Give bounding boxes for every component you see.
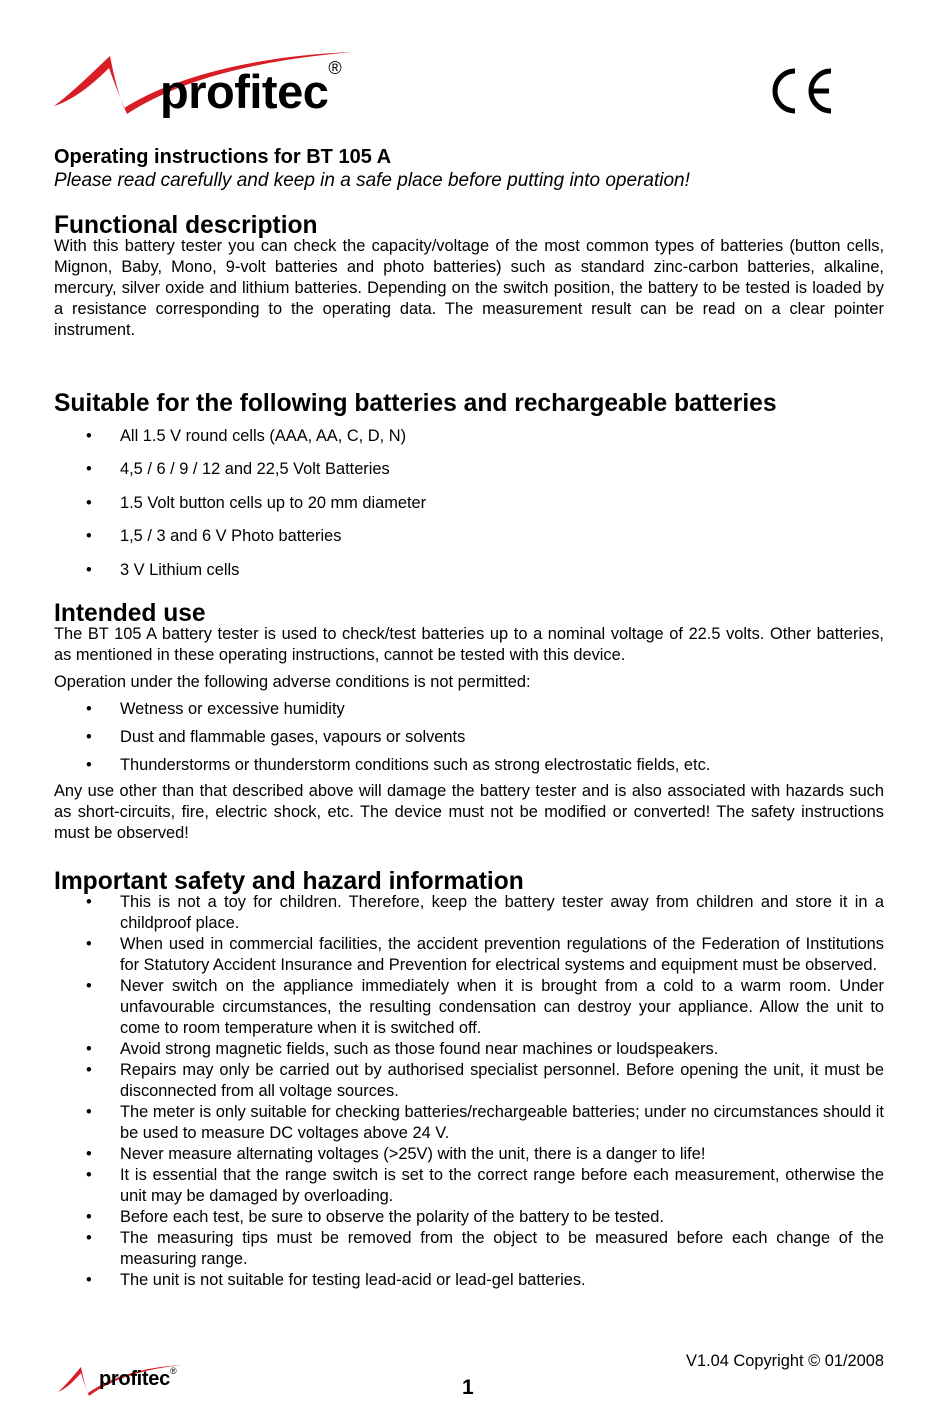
list-item: • This is not a toy for children. Therefore, keep the battery tester away from children and store it in a childproof place. [86,892,884,932]
list-item: • 4,5 / 6 / 9 / 12 and 22,5 Volt Batteries [86,460,390,479]
list-item: • All 1.5 V round cells (AAA, AA, C, D, N) [86,427,407,445]
bullet-icon: • [86,934,92,953]
bullet-icon: • [86,427,92,445]
functional-description-text: With this battery tester you can check the capacity/voltage of the most common types of batteries (button cells, Mignon, Baby, Mono, 9-volt batteries and photo batteries) such as standard zinc-carbon batteries, alkaline, mercury, silver oxide and lithium batteries. Depending on the switch position, the battery to be tested is loaded by a resistance corresponding to the operating data. The measurement result can be read on a clear pointer instrument. [54,237,884,339]
bullet-icon: • [86,1060,92,1079]
list-item: • 1.5 Volt button cells up to 20 mm diameter [86,493,427,512]
bullet-icon: • [86,892,92,911]
intended-use-text: The BT 105 A battery tester is used to check/test batteries up to a nominal voltage of 22.5 volts. Other batteries, as mentioned in these operating instructions, cannot be tested with this device. [54,624,884,664]
page-title: Operating instructions for BT 105 A [54,146,392,168]
section-heading-safety: Important safety and hazard information [54,867,524,895]
bullet-icon: • [86,1039,92,1058]
list-item: • 3 V Lithium cells [86,560,240,579]
footer-logo-wordmark: profitec® [99,1366,177,1390]
bullet-icon: • [86,527,92,546]
list-item: • 1,5 / 3 and 6 V Photo batteries [86,527,342,546]
section-heading-suitable: Suitable for the following batteries and rechargeable batteries [54,390,777,417]
suitable-batteries-list [54,426,884,581]
bullet-icon: • [86,699,92,718]
logo-wordmark: profitec® [160,58,342,118]
bullet-icon: • [86,560,92,579]
list-item: • It is essential that the range switch is set to the correct range before each measurement, otherwise the unit may be damaged by overloading. [86,1165,884,1205]
bullet-icon: • [86,1228,92,1247]
section-heading-intended: Intended use [54,599,206,627]
list-item: • When used in commercial facilities, the accident prevention regulations of the Federation of Institutions for Statutory Accident Insurance and Prevention for electrical systems and equipment must be observed. [86,934,884,974]
section-heading-functional: Functional description [54,212,318,239]
page-number: 1 [462,1376,474,1399]
list-item: • Before each test, be sure to observe the polarity of the battery to be tested. [86,1207,664,1226]
list-item: • The meter is only suitable for checking batteries/rechargeable batteries; under no circumstances should it be used to measure DC voltages above 24 V. [86,1102,884,1142]
bullet-icon: • [86,1102,92,1121]
bullet-icon: • [86,727,92,746]
list-item: • Wetness or excessive humidity [86,699,345,718]
bullet-icon: • [86,1144,92,1163]
footer-brand-logo [57,1362,197,1398]
ce-mark-icon [765,65,837,122]
list-item: • Dust and flammable gases, vapours or solvents [86,727,466,746]
document-body [54,145,884,1291]
page-subtitle: Please read carefully and keep in a safe place before putting into operation! [54,170,690,191]
list-item: • Repairs may only be carried out by authorised specialist personnel. Before opening the unit, it must be disconnected from all voltage sources. [86,1060,884,1100]
bullet-icon: • [86,976,92,995]
list-item: • Avoid strong magnetic fields, such as those found near machines or loudspeakers. [86,1039,719,1058]
bullet-icon: • [86,1270,92,1289]
list-item: • Never switch on the appliance immediately when it is brought from a cold to a warm room. Under unfavourable circumstances, the resulting condensation can destroy your appliance. Allow the unit to come to room temperature when it is switched off. [86,976,884,1037]
bullet-icon: • [86,493,92,512]
list-item: • Never measure alternating voltages (>25V) with the unit, there is a danger to life! [86,1144,706,1163]
list-item: • The unit is not suitable for testing lead-acid or lead-gel batteries. [86,1270,586,1289]
bullet-icon: • [86,1165,92,1184]
bullet-icon: • [86,1207,92,1226]
list-item: • The measuring tips must be removed from the object to be measured before each change of the measuring range. [86,1228,884,1268]
footer-copyright: V1.04 Copyright © 01/2008 [686,1352,884,1370]
safety-list [54,892,884,1291]
misuse-warning-text: Any use other than that described above will damage the battery tester and is also associated with hazards such as short-circuits, fire, electric shock, etc. The device must not be modified or converted! The safety instructions must be observed! [54,781,884,842]
adverse-conditions-intro: Operation under the following adverse conditions is not permitted: [54,672,531,691]
bullet-icon: • [86,755,92,774]
list-item: • Thunderstorms or thunderstorm conditions such as strong electrostatic fields, etc. [86,755,711,774]
brand-logo [52,48,397,118]
adverse-conditions-list [54,699,884,776]
bullet-icon: • [86,460,92,479]
